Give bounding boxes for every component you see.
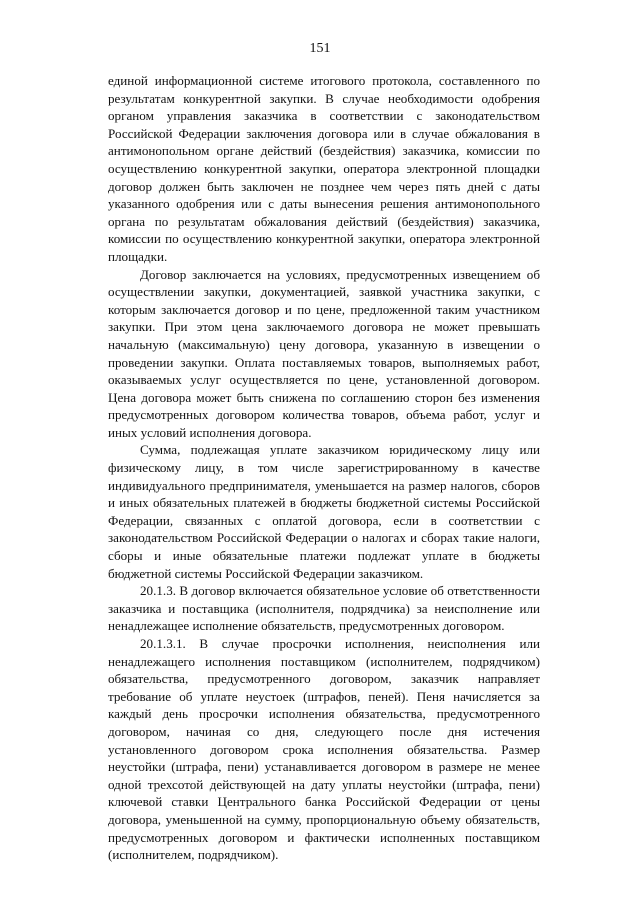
paragraph: Договор заключается на условиях, предусмотренных извещением об осуществлении закупки, документацией, заявкой участника закупки, с которым заключается договор и по цене, предложенной таким участником закупки. При этом цена заключаемого договора не может превышать начальную (максимальную) цену договора, указанную в извещении о проведении закупки. Оплата поставляемых товаров, выполняемых работ, оказываемых услуг осуществляется по цене, установленной договором. Цена договора может быть снижена по соглашению сторон без изменения предусмотренных договором количества товаров, объема работ, услуг и иных условий исполнения договора. (108, 266, 540, 440)
page-number: 151 (309, 41, 331, 56)
page-body (108, 72, 540, 864)
paragraph: Сумма, подлежащая уплате заказчиком юридическому лицу или физическому лицу, в том числе зарегистрированному в качестве индивидуального предпринимателя, уменьшается на размер налогов, сборов и иных обязательных платежей в бюджеты бюджетной системы Российской Федерации, связанных с оплатой договора, если в соответствии с законодательством Российской Федерации о налогах и сборах такие налоги, сборы и иные обязательные платежи подлежат уплате в бюджеты бюджетной системы Российской Федерации заказчиком. (108, 442, 540, 581)
paragraph: единой информационной системе итогового протокола, составленного по результатам конкурентной закупки. В случае необходимости одобрения органом управления заказчика в соответствии с законодательством Российской Федерации заключения договора или в случае обжалования в антимонопольном органе действий (бездействия) заказчика, комиссии по осуществлению конкурентной закупки, оператора электронной площадки договор должен быть заключен не позднее чем через пять дней с даты указанного одобрения или с даты вынесения решения антимонопольного органа по результатам обжалования действий (бездействия) заказчика, комиссии по осуществлению конкурентной закупки, оператора электронной площадки. (108, 73, 540, 264)
clause-20-1-3: 20.1.3. В договор включается обязательное условие об ответственности заказчика и поставщика (исполнителя, подрядчика) за неисполнение или ненадлежащее исполнение обязательств, предусмотренных договором. (108, 583, 540, 634)
clause-20-1-3-1: 20.1.3.1. В случае просрочки исполнения, неисполнения или ненадлежащего исполнения поставщиком (исполнителем, подрядчиком) обязательства, предусмотренного договором, заказчик направляет требование об уплате неустоек (штрафов, пеней). Пеня начисляется за каждый день просрочки исполнения обязательства, предусмотренного договором, начиная со дня, следующего после дня истечения установленного договором срока исполнения обязательства. Размер неустойки (штрафа, пени) устанавливается договором в размере не менее одной трехсотой действующей на дату уплаты неустойки (штрафа, пени) ключевой ставки Центрального банка Российской Федерации от цены договора, уменьшенной на сумму, пропорциональную объему обязательств, предусмотренных договором и фактически исполненных поставщиком (исполнителем, подрядчиком). (108, 636, 540, 863)
